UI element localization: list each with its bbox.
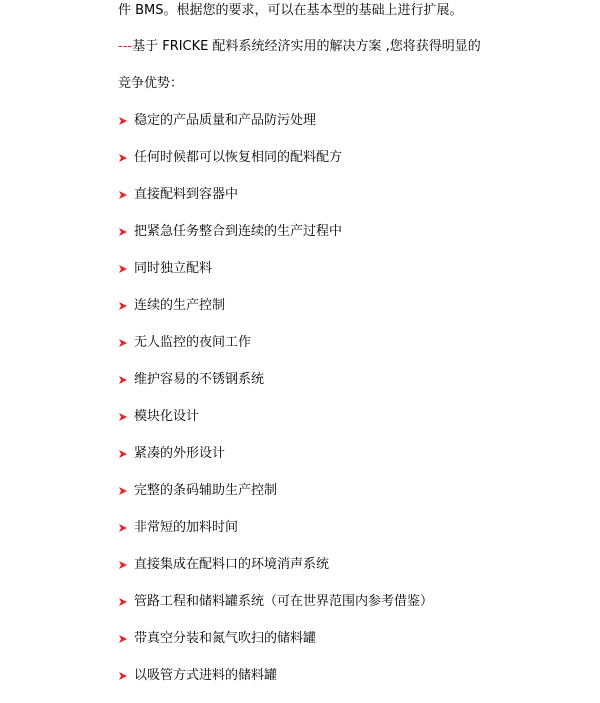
arrow-bullet-icon [118, 412, 128, 422]
advantage-text: 把紧急任务整合到连续的生产过程中 [134, 224, 343, 239]
advantage-item [118, 223, 342, 241]
advantage-text: 以吸管方式进料的储料罐 [134, 668, 278, 683]
arrow-bullet-icon [118, 560, 128, 570]
advantage-text: 模块化设计 [134, 409, 200, 424]
advantage-text: 直接集成在配料口的环境消声系统 [134, 557, 330, 572]
advantage-item [118, 186, 238, 204]
advantage-item [118, 556, 329, 574]
advantage-text: 非常短的加料时间 [134, 520, 239, 535]
intro-line-2 [118, 38, 481, 56]
arrow-bullet-icon [118, 116, 128, 126]
advantage-item [118, 630, 316, 648]
advantage-item [118, 482, 277, 500]
arrow-bullet-icon [118, 338, 128, 348]
advantage-text: 完整的条码辅助生产控制 [134, 483, 278, 498]
advantage-text: 直接配料到容器中 [134, 187, 239, 202]
advantage-text: 带真空分装和氮气吹扫的储料罐 [134, 631, 317, 646]
advantage-text: 维护容易的不锈钢系统 [134, 372, 265, 387]
arrow-bullet-icon [118, 486, 128, 496]
advantage-item [118, 149, 342, 167]
advantage-item [118, 445, 225, 463]
arrow-bullet-icon [118, 153, 128, 163]
advantage-text: 无人监控的夜间工作 [134, 335, 252, 350]
arrow-bullet-icon [118, 634, 128, 644]
advantage-text: 同时独立配料 [134, 261, 213, 276]
advantage-text: 连续的生产控制 [134, 298, 226, 313]
dash-marker: --- [118, 39, 133, 54]
arrow-bullet-icon [118, 227, 128, 237]
intro-line-1: 件 BMS。根据您的要求，可以在基本型的基础上进行扩展。 [118, 3, 463, 18]
advantage-item [118, 112, 316, 130]
advantage-item [118, 593, 433, 611]
advantage-item [118, 667, 277, 685]
advantage-text: 管路工程和储料罐系统（可在世界范围内参考借鉴） [134, 594, 434, 609]
arrow-bullet-icon [118, 301, 128, 311]
advantage-item [118, 519, 238, 537]
intro-line-2-text: 基于 FRICKE 配料系统经济实用的解决方案 ,您将获得明显的 [132, 39, 481, 54]
arrow-bullet-icon [118, 671, 128, 681]
advantage-text: 任何时候都可以恢复相同的配料配方 [134, 150, 343, 165]
arrow-bullet-icon [118, 597, 128, 607]
advantage-item [118, 260, 212, 278]
intro-line-3: 竞争优势： [118, 76, 184, 91]
arrow-bullet-icon [118, 449, 128, 459]
arrow-bullet-icon [118, 190, 128, 200]
advantage-item [118, 334, 251, 352]
arrow-bullet-icon [118, 523, 128, 533]
arrow-bullet-icon [118, 375, 128, 385]
advantage-item [118, 408, 199, 426]
arrow-bullet-icon [118, 264, 128, 274]
advantage-item [118, 297, 225, 315]
advantage-text: 稳定的产品质量和产品防污处理 [134, 113, 317, 128]
advantage-text: 紧凑的外形设计 [134, 446, 226, 461]
advantage-item [118, 371, 264, 389]
